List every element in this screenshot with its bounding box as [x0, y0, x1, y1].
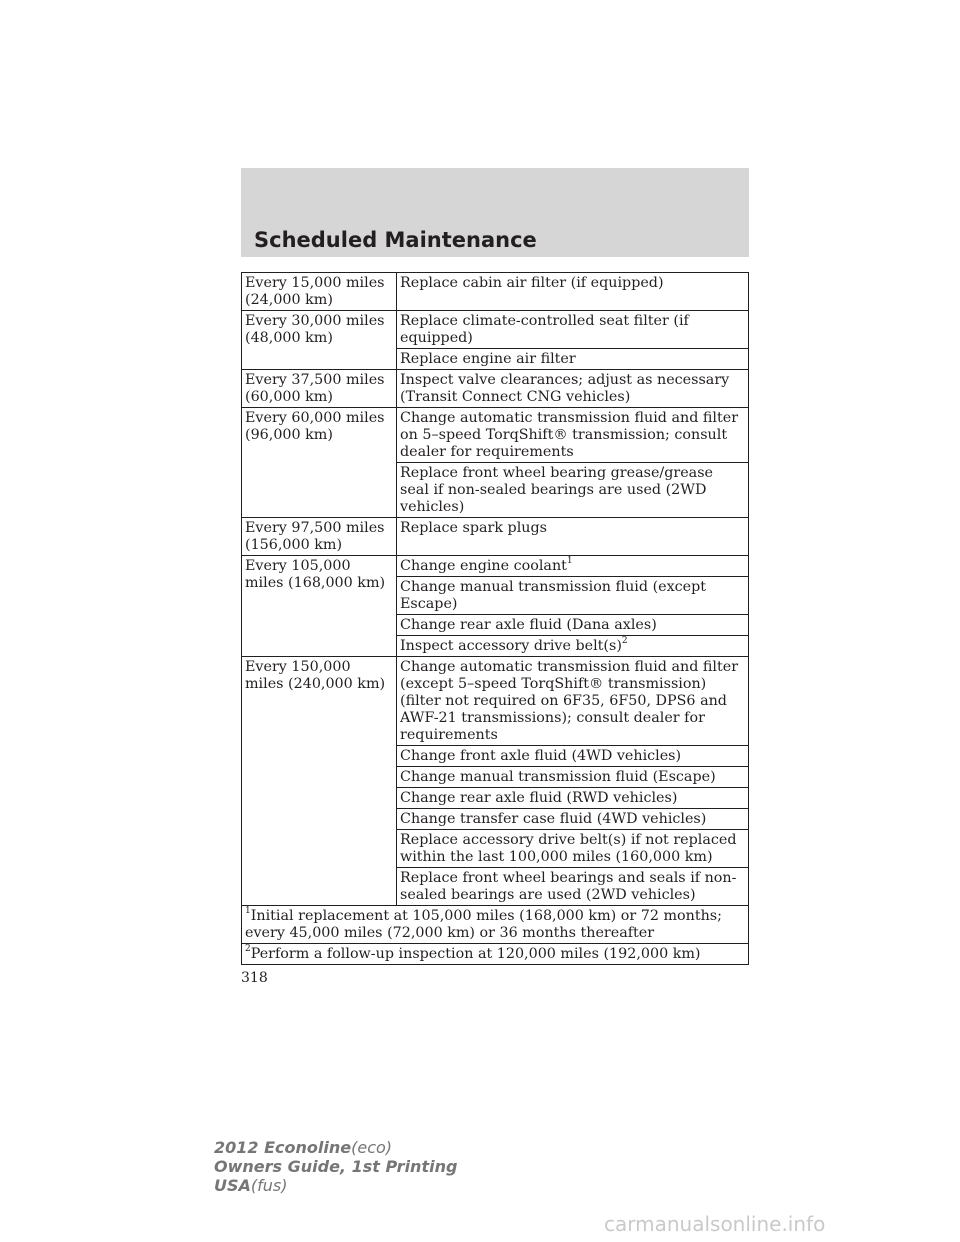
interval-cell: Every 37,500 miles (60,000 km)	[242, 370, 397, 408]
interval-cell: Every 60,000 miles (96,000 km)	[242, 408, 397, 518]
task-text: Inspect valve clearances; adjust as necessary (Transit Connect CNG vehicles)	[400, 372, 730, 405]
footnote-row	[242, 944, 749, 965]
table-row	[242, 408, 749, 463]
task-text: Change rear axle fluid (Dana axles)	[400, 617, 657, 633]
task-cell	[397, 830, 749, 868]
task-text: Replace cabin air filter (if equipped)	[400, 275, 664, 291]
footer-market: USA	[214, 1176, 251, 1195]
table-row	[242, 311, 749, 349]
task-cell	[397, 788, 749, 809]
table-row	[242, 273, 749, 311]
footnote-reference: 1	[566, 556, 573, 567]
footnote-mark: 2	[245, 944, 251, 955]
interval-cell: Every 97,500 miles (156,000 km)	[242, 518, 397, 556]
task-cell	[397, 463, 749, 518]
table-row	[242, 657, 749, 746]
footer-model: 2012 Econoline	[214, 1138, 352, 1157]
footnote-row	[242, 906, 749, 944]
footnote-text: Initial replacement at 105,000 miles (168,000 km) or 72 months; every 45,000 miles (72,000 km) or 36 months thereafter	[245, 908, 722, 941]
task-text: Change manual transmission fluid (except Escape)	[400, 579, 707, 612]
task-cell	[397, 767, 749, 788]
task-cell	[397, 518, 749, 556]
interval-cell: Every 105,000 miles (168,000 km)	[242, 556, 397, 657]
interval-cell: Every 15,000 miles (24,000 km)	[242, 273, 397, 311]
task-text: Change engine coolant	[400, 558, 567, 574]
task-cell	[397, 556, 749, 577]
task-cell	[397, 746, 749, 767]
task-cell	[397, 408, 749, 463]
task-text: Replace front wheel bearing grease/grease seal if non-sealed bearings are used (2WD vehicles)	[400, 465, 714, 515]
watermark: carmanualsonline.info	[604, 1212, 826, 1236]
table-row	[242, 556, 749, 577]
task-text: Change automatic transmission fluid and filter (except 5–speed TorqShift® transmission) (filter not required on 6F35, 6F50, DPS6 and AWF-21 transmissions); consult dealer for requirements	[400, 659, 739, 743]
task-text: Inspect accessory drive belt(s)	[400, 638, 622, 654]
footnote-text: Perform a follow-up inspection at 120,000 miles (192,000 km)	[250, 946, 701, 962]
task-text: Change manual transmission fluid (Escape)	[400, 769, 716, 785]
footnote-cell	[242, 944, 749, 965]
task-text: Replace accessory drive belt(s) if not replaced within the last 100,000 miles (160,000 km)	[400, 832, 737, 865]
interval-cell: Every 150,000 miles (240,000 km)	[242, 657, 397, 906]
task-text: Change rear axle fluid (RWD vehicles)	[400, 790, 678, 806]
task-text: Replace front wheel bearings and seals if non-sealed bearings are used (2WD vehicles)	[400, 870, 737, 903]
task-text: Replace spark plugs	[400, 520, 547, 536]
task-cell	[397, 349, 749, 370]
task-text: Change transfer case fluid (4WD vehicles)	[400, 811, 707, 827]
document-footer	[214, 1138, 457, 1195]
table-row	[242, 370, 749, 408]
task-cell	[397, 370, 749, 408]
task-cell	[397, 615, 749, 636]
task-text: Change automatic transmission fluid and filter on 5–speed TorqShift® transmission; consult dealer for requirements	[400, 410, 739, 460]
task-cell	[397, 657, 749, 746]
task-cell	[397, 311, 749, 349]
table-row	[242, 518, 749, 556]
task-cell	[397, 809, 749, 830]
footnote-mark: 1	[245, 906, 251, 917]
footer-line-1	[214, 1138, 457, 1157]
footer-model-code: (eco)	[351, 1138, 393, 1157]
footnote-reference: 2	[621, 636, 628, 647]
task-cell	[397, 868, 749, 906]
maintenance-schedule-table	[241, 272, 749, 965]
task-cell	[397, 577, 749, 615]
footer-line-3	[214, 1176, 457, 1195]
task-text: Change front axle fluid (4WD vehicles)	[400, 748, 682, 764]
footer-market-code: (fus)	[250, 1176, 288, 1195]
page-number: 318	[241, 970, 268, 986]
task-text: Replace engine air filter	[400, 351, 576, 367]
section-title: Scheduled Maintenance	[254, 228, 537, 252]
task-text: Replace climate-controlled seat filter (if equipped)	[400, 313, 689, 346]
footnote-cell	[242, 906, 749, 944]
interval-cell: Every 30,000 miles (48,000 km)	[242, 311, 397, 370]
footer-line-2: Owners Guide, 1st Printing	[214, 1157, 458, 1176]
task-cell	[397, 273, 749, 311]
task-cell	[397, 636, 749, 657]
